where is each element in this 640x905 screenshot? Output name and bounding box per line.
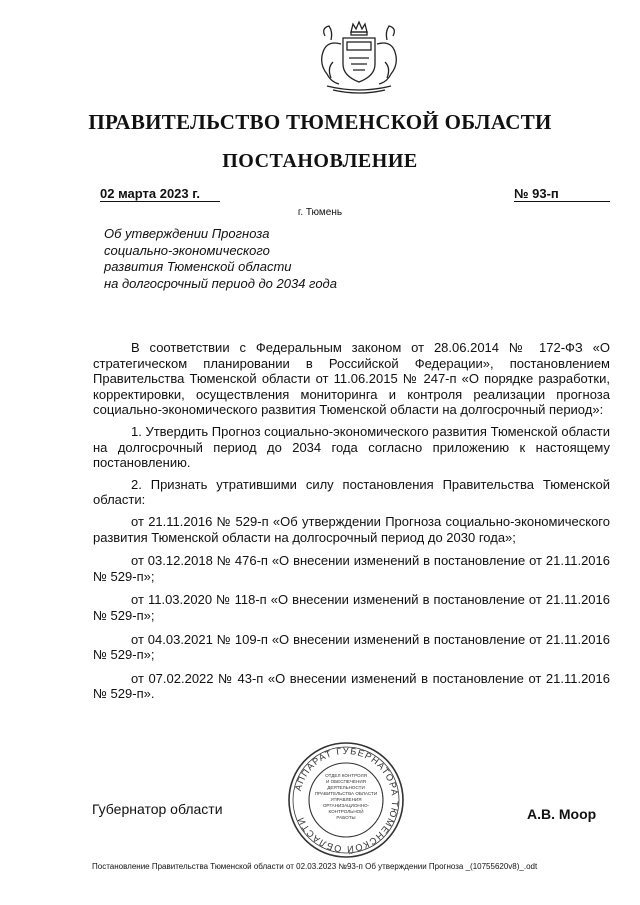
document-subject	[104, 226, 384, 292]
footer-file-info: Постановление Правительства Тюменской области от 02.03.2023 №93-п Об утверждении Прогноза _(10755620v8)_.odt	[92, 862, 538, 871]
document-date: 02 марта 2023 г.	[100, 186, 220, 202]
svg-text:АППАРАТ ГУБЕРНАТОРА ТЮМЕНСКОЙ: АППАРАТ ГУБЕРНАТОРА ТЮМЕНСКОЙ ОБЛАСТИ	[292, 745, 401, 855]
item-1-paragraph: 1. Утвердить Прогноз социально-экономического развития Тюменской области на долгосрочный период до 2034 года согласно приложению к настоящему постановлению.	[93, 423, 610, 471]
svg-text:И ОБЕСПЕЧЕНИЯ: И ОБЕСПЕЧЕНИЯ	[326, 779, 366, 784]
svg-text:ОРГАНИЗАЦИОННО-: ОРГАНИЗАЦИОННО-	[322, 803, 370, 808]
subject-line: развития Тюменской области	[104, 259, 292, 274]
subject-line: Об утверждении Прогноза	[104, 226, 270, 241]
preamble-paragraph: В соответствии с Федеральным законом от 28.06.2014 № 172-ФЗ «О стратегическом планировании в Российской Федерации», постановлением Правительства Тюменской области от 11.06.2015 № 247-п «О порядке разработки, корректировки, осуществления мониторинга и контроля реализации прогноза социально-экономического развития Тюменской области на долгосрочный период»:	[93, 340, 610, 418]
coat-of-arms-emblem	[313, 18, 405, 96]
document-body	[93, 340, 610, 710]
repealed-item: от 04.03.2021 № 109-п «О внесении изменений в постановление от 21.11.2016 № 529-п»;	[93, 631, 610, 663]
item-2-paragraph: 2. Признать утратившими силу постановления Правительства Тюменской области:	[93, 476, 610, 508]
signer-title: Губернатор области	[92, 801, 223, 817]
svg-text:УПРАВЛЕНИЯ: УПРАВЛЕНИЯ	[330, 797, 362, 802]
subject-line: на долгосрочный период до 2034 года	[104, 275, 337, 291]
signer-name: А.В. Моор	[527, 806, 597, 822]
city-label: г. Тюмень	[297, 207, 343, 218]
svg-text:ДЕЯТЕЛЬНОСТИ: ДЕЯТЕЛЬНОСТИ	[327, 785, 365, 790]
svg-text:ПРАВИТЕЛЬСТВА ОБЛАСТИ: ПРАВИТЕЛЬСТВА ОБЛАСТИ	[314, 791, 378, 796]
official-stamp	[285, 740, 407, 860]
svg-text:РАБОТЫ: РАБОТЫ	[336, 815, 356, 820]
svg-text:ОТДЕЛ КОНТРОЛЯ: ОТДЕЛ КОНТРОЛЯ	[325, 773, 367, 778]
repealed-item: от 21.11.2016 № 529-п «Об утверждении Прогноза социально-экономического развития Тюменской области на долгосрочный период до 2030 года»;	[93, 513, 610, 545]
government-title: ПРАВИТЕЛЬСТВО ТЮМЕНСКОЙ ОБЛАСТИ	[88, 110, 552, 134]
repealed-item: от 03.12.2018 № 476-п «О внесении изменений в постановление от 21.11.2016 № 529-п»;	[93, 553, 610, 584]
repealed-item: от 07.02.2022 № 43-п «О внесении изменений в постановление от 21.11.2016 № 529-п».	[93, 670, 610, 702]
document-number: № 93-п	[514, 186, 610, 202]
subject-line: социально-экономического	[104, 242, 270, 258]
document-type: ПОСТАНОВЛЕНИЕ	[222, 150, 418, 172]
svg-text:КОНТРОЛЬНОЙ: КОНТРОЛЬНОЙ	[328, 809, 364, 814]
repealed-item: от 11.03.2020 № 118-п «О внесении изменений в постановление от 21.11.2016 № 529-п»;	[93, 592, 610, 623]
